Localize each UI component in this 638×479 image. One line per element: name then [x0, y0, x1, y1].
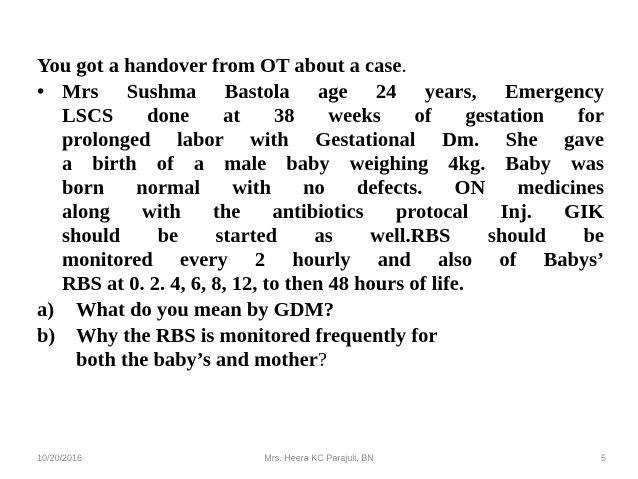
- question-line: Why the RBS is monitored frequently for: [76, 325, 438, 347]
- question-label: a): [37, 299, 55, 321]
- case-line: should be started as well.RBS should be: [62, 225, 604, 247]
- footer-author: Mrs. Heera KC Parajuli, BN: [264, 453, 374, 463]
- case-line: born normal with no defects. ON medicines: [62, 177, 604, 199]
- case-bullet: [37, 80, 604, 296]
- bullet-mark: •: [37, 81, 45, 103]
- question-label: b): [37, 325, 56, 347]
- slide-body: [37, 54, 604, 372]
- question-b: [37, 324, 604, 372]
- case-line: LSCS done at 38 weeks of gestation for: [62, 105, 604, 127]
- case-line: Mrs Sushma Bastola age 24 years, Emergency: [62, 81, 604, 103]
- footer-page-number: 5: [600, 453, 606, 463]
- question-mark: ?: [317, 349, 327, 371]
- case-line: a birth of a male baby weighing 4kg. Baby was: [62, 153, 604, 175]
- question-line: What do you mean by GDM?: [76, 299, 334, 321]
- case-line: along with the antibiotics protocal Inj. GIK: [62, 201, 604, 223]
- question-a: [37, 298, 604, 322]
- intro-line: [37, 54, 604, 78]
- case-line: RBS at 0. 2. 4, 6, 8, 12, to then 48 hours of life.: [62, 273, 465, 295]
- footer-date: 10/20/2016: [37, 453, 83, 463]
- intro-text: You got a handover from OT about a case: [37, 55, 402, 77]
- case-line: monitored every 2 hourly and also of Babys’: [62, 249, 604, 271]
- intro-period: .: [401, 55, 407, 77]
- question-text: both the baby’s and mother: [76, 349, 318, 371]
- question-line-last: [76, 348, 604, 372]
- case-line: prolonged labor with Gestational Dm. She gave: [62, 129, 604, 151]
